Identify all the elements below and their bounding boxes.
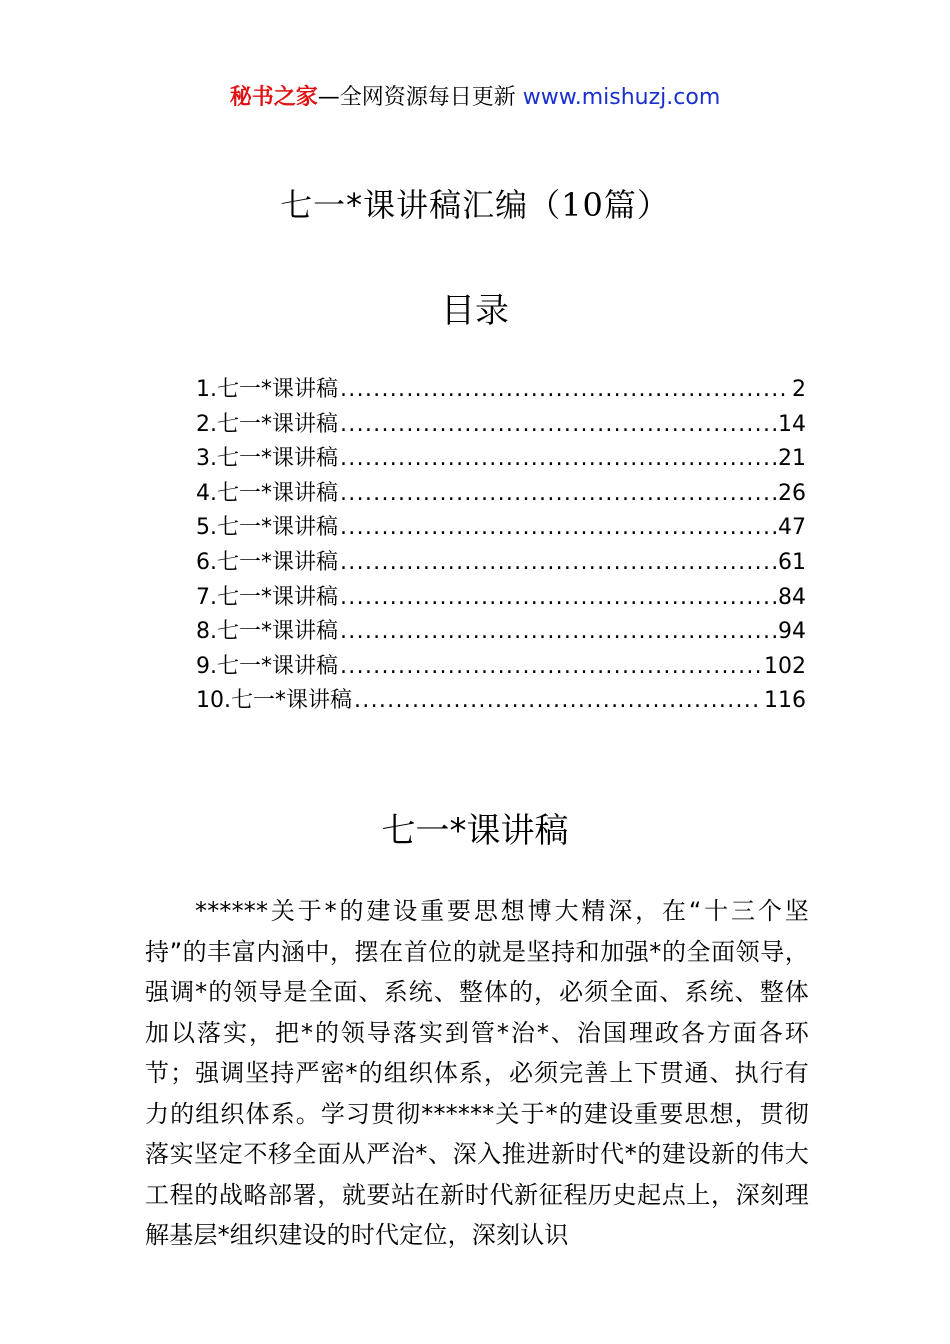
toc-entry-page: 116 bbox=[764, 688, 806, 714]
title-count: 10 bbox=[561, 186, 604, 224]
toc-leader-dots bbox=[340, 477, 776, 512]
toc-entry-page: 94 bbox=[778, 619, 806, 645]
toc-leader-dots bbox=[340, 581, 776, 616]
toc-entry[interactable] bbox=[196, 546, 806, 581]
toc-entry-label: 5.七一*课讲稿 bbox=[196, 515, 338, 541]
site-url-link[interactable]: www.mishuzj.com bbox=[522, 85, 721, 110]
toc-entry-page: 2 bbox=[792, 377, 806, 402]
document-title bbox=[0, 180, 950, 226]
toc-entry-page: 26 bbox=[778, 480, 806, 506]
toc-heading: 目录 bbox=[441, 291, 509, 331]
toc-entry[interactable] bbox=[196, 442, 806, 477]
toc-entry[interactable] bbox=[196, 615, 806, 650]
toc-leader-dots bbox=[340, 650, 762, 685]
toc-leader-dots bbox=[340, 442, 776, 477]
toc-entry[interactable] bbox=[196, 408, 806, 443]
title-prefix: 七一*课讲稿汇编（ bbox=[280, 186, 562, 224]
toc-entry[interactable] bbox=[196, 511, 806, 546]
toc-entry-label: 6.七一*课讲稿 bbox=[196, 549, 338, 575]
body-paragraph: ******关于*的建设重要思想博大精深，在“十三个坚持”的丰富内涵中，摆在首位的就是坚持和加强*的全面领导，强调*的领导是全面、系统、整体的，必须全面、系统、整体加以落实，把*的领导落实到管*治*、治国理政各方面各环节；强调坚持严密*的组织体系，必须完善上下贯通、执行有力的组织体系。学习贯彻******关于*的建设重要思想，贯彻落实坚定不移全面从严治*、深入推进新时代*的建设新的伟大工程的战略部署，就要站在新时代新征程历史起点上，深刻理解基层*组织建设的时代定位，深刻认识 bbox=[145, 897, 809, 1249]
toc-leader-dots bbox=[340, 615, 776, 650]
toc-entry-page: 84 bbox=[778, 584, 806, 610]
toc-leader-dots bbox=[340, 546, 776, 581]
toc-entry[interactable] bbox=[196, 581, 806, 616]
toc-entry-page: 47 bbox=[778, 515, 806, 541]
brand-name: 秘书之家 bbox=[229, 85, 318, 110]
toc-entry-label: 10.七一*课讲稿 bbox=[196, 688, 352, 714]
toc-leader-dots bbox=[354, 684, 762, 719]
title-suffix: 篇） bbox=[603, 186, 670, 224]
site-header bbox=[0, 80, 950, 111]
toc-entry-page: 61 bbox=[778, 549, 806, 575]
toc-entry[interactable] bbox=[196, 373, 806, 408]
toc-entry-label: 8.七一*课讲稿 bbox=[196, 619, 338, 645]
table-of-contents bbox=[196, 373, 806, 719]
toc-entry-page: 21 bbox=[778, 446, 806, 472]
toc-entry[interactable] bbox=[196, 650, 806, 685]
toc-entry-page: 14 bbox=[778, 411, 806, 437]
toc-entry-page: 102 bbox=[764, 653, 806, 679]
toc-entry-label: 2.七一*课讲稿 bbox=[196, 411, 338, 437]
section-title: 七一*课讲稿 bbox=[381, 811, 569, 851]
toc-entry-label: 3.七一*课讲稿 bbox=[196, 446, 338, 472]
toc-entry[interactable] bbox=[196, 477, 806, 512]
toc-entry-label: 1.七一*课讲稿 bbox=[196, 377, 338, 402]
toc-leader-dots bbox=[340, 373, 790, 408]
toc-entry-label: 4.七一*课讲稿 bbox=[196, 480, 338, 506]
toc-leader-dots bbox=[340, 511, 776, 546]
toc-entry-label: 7.七一*课讲稿 bbox=[196, 584, 338, 610]
toc-entry[interactable] bbox=[196, 684, 806, 719]
toc-leader-dots bbox=[340, 408, 776, 443]
site-tagline: —全网资源每日更新 bbox=[317, 85, 523, 110]
toc-entry-label: 9.七一*课讲稿 bbox=[196, 653, 338, 679]
